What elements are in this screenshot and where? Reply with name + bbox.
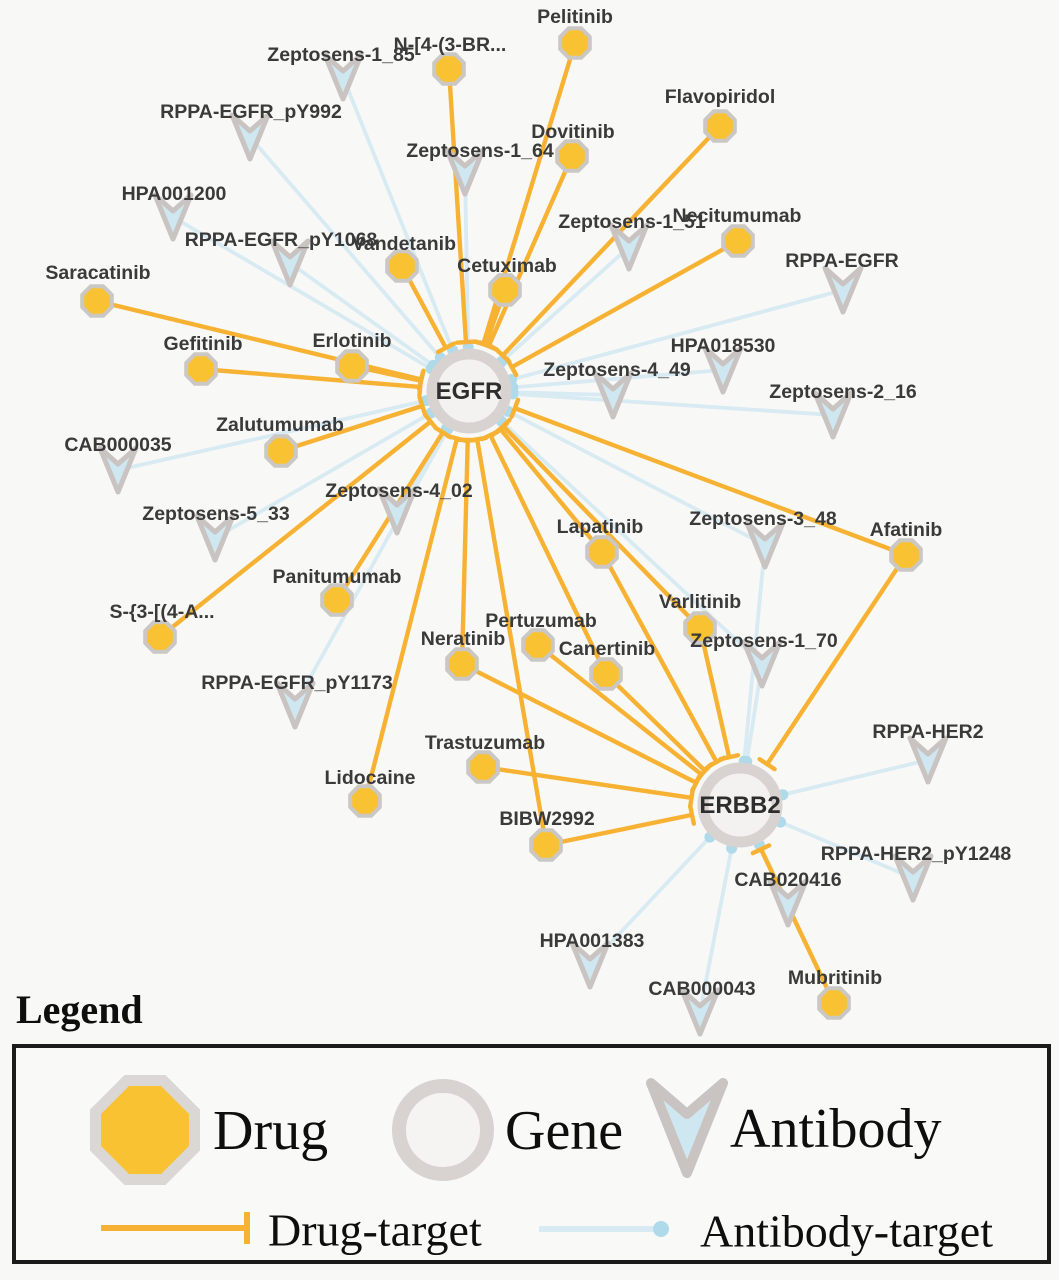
- edge-tee-cap: [720, 755, 738, 759]
- drug-node-trastuzumab[interactable]: [468, 752, 498, 782]
- node-label-rppa_egfr_py992: RPPA-EGFR_pY992: [160, 101, 342, 123]
- node-label-lidocaine: Lidocaine: [324, 767, 416, 789]
- node-label-gefitinib: Gefitinib: [163, 333, 243, 355]
- gene-legend-icon: [389, 1076, 497, 1184]
- node-label-rppa_her2_py1248: RPPA-HER2_pY1248: [820, 843, 1012, 865]
- drug-node-necitumumab[interactable]: [723, 226, 753, 256]
- node-label-afatinib: Afatinib: [869, 519, 943, 541]
- node-label-panitumumab: Panitumumab: [272, 566, 402, 588]
- edge-tee-cap: [419, 372, 423, 390]
- drug-node-flavopiridol[interactable]: [705, 111, 735, 141]
- node-label-mubritinib: Mubritinib: [787, 967, 883, 989]
- node-label-canertinib: Canertinib: [558, 638, 656, 660]
- node-label-hpa001383: HPA001383: [539, 930, 645, 952]
- drug-node-lidocaine[interactable]: [350, 786, 380, 816]
- node-label-pelitinib: Pelitinib: [537, 6, 613, 28]
- node-labels: [45, 6, 1011, 1000]
- edge-drug-target[interactable]: [449, 69, 466, 342]
- node-label-n4_3br: N-[4-(3-BR...: [393, 34, 507, 56]
- gene-legend-label: Gene: [505, 1100, 624, 1162]
- drug-node-gefitinib[interactable]: [186, 354, 216, 384]
- drug-node-bibw2992[interactable]: [531, 830, 561, 860]
- drug-node-canertinib[interactable]: [591, 659, 621, 689]
- antibody-legend-icon: [639, 1073, 735, 1183]
- drug-node-lapatinib[interactable]: [587, 537, 617, 567]
- node-label-necitumumab: Necitumumab: [672, 205, 802, 227]
- drug-node-s3_4a[interactable]: [145, 622, 175, 652]
- drug-node-zalutumumab[interactable]: [266, 436, 296, 466]
- node-label-pertuzumab: Pertuzumab: [485, 610, 597, 632]
- drug-node-saracatinib[interactable]: [82, 286, 112, 316]
- drug-node-pelitinib[interactable]: [560, 28, 590, 58]
- drug-node-erlotinib[interactable]: [337, 351, 367, 381]
- node-label-zeptosens_2_16: Zeptosens-2_16: [769, 381, 917, 403]
- drug-target-legend-label: Drug-target: [268, 1204, 482, 1256]
- antibody-legend-label: Antibody: [730, 1098, 942, 1160]
- drug-node-mubritinib[interactable]: [819, 988, 849, 1018]
- edge-tee-cap: [468, 438, 486, 441]
- node-label-lapatinib: Lapatinib: [556, 516, 644, 538]
- node-label-rppa_egfr_py1173: RPPA-EGFR_pY1173: [201, 672, 393, 694]
- node-label-zeptosens_1_70: Zeptosens-1_70: [690, 630, 838, 652]
- edge-antibody-target[interactable]: [783, 760, 928, 795]
- antibody-node-rppa_her2[interactable]: [910, 738, 946, 782]
- node-label-zeptosens_1_85: Zeptosens-1_85: [267, 44, 415, 66]
- node-label-zeptosens_4_02: Zeptosens-4_02: [325, 480, 473, 502]
- drug-node-neratinib[interactable]: [447, 649, 477, 679]
- drug-legend-label: Drug: [213, 1100, 329, 1162]
- node-label-zeptosens_1_64: Zeptosens-1_64: [406, 140, 554, 162]
- node-label-vandetanib: Vandetanib: [351, 233, 457, 255]
- drug-legend-icon: [86, 1071, 204, 1189]
- drug-node-afatinib[interactable]: [891, 540, 921, 570]
- node-label-hpa001200: HPA001200: [121, 183, 227, 205]
- node-label-zeptosens_4_49: Zeptosens-4_49: [543, 359, 691, 381]
- node-label-rppa_her2: RPPA-HER2: [872, 721, 984, 743]
- legend-title: Legend: [16, 987, 143, 1032]
- antibody-target-legend-line: [535, 1214, 675, 1244]
- node-label-cab020416: CAB020416: [734, 869, 842, 891]
- gene-label-EGFR: EGFR: [435, 378, 503, 405]
- node-label-varlitinib: Varlitinib: [658, 591, 742, 613]
- node-label-s3_4a: S-{3-[(4-A...: [109, 601, 215, 623]
- node-label-zeptosens_3_48: Zeptosens-3_48: [689, 508, 837, 530]
- node-label-zeptosens_5_33: Zeptosens-5_33: [142, 503, 290, 525]
- node-label-cab000043: CAB000043: [648, 978, 756, 1000]
- drug-node-pertuzumab[interactable]: [523, 630, 553, 660]
- node-label-zeptosens_1_51: Zeptosens-1_51: [558, 211, 706, 233]
- edge-drug-target[interactable]: [606, 674, 705, 771]
- node-label-flavopiridol: Flavopiridol: [664, 86, 776, 108]
- node-label-neratinib: Neratinib: [420, 628, 506, 650]
- node-label-cab000035: CAB000035: [64, 434, 172, 456]
- node-label-erlotinib: Erlotinib: [312, 330, 392, 352]
- antibody-node-rppa_egfr[interactable]: [825, 268, 861, 312]
- edge-tee-cap: [457, 342, 475, 343]
- antibody-target-legend-label: Antibody-target: [700, 1205, 993, 1257]
- node-label-saracatinib: Saracatinib: [45, 262, 151, 284]
- node-label-trastuzumab: Trastuzumab: [424, 732, 546, 754]
- edge-tee-cap: [690, 806, 694, 824]
- drug-node-n4_3br[interactable]: [434, 54, 464, 84]
- edge-drug-target[interactable]: [483, 767, 692, 798]
- drug-target-legend-line: [97, 1208, 261, 1248]
- node-label-rppa_egfr_py1068: RPPA-EGFR_pY1068: [184, 229, 378, 251]
- node-label-rppa_egfr: RPPA-EGFR: [785, 250, 899, 272]
- node-label-zalutumumab: Zalutumumab: [216, 414, 344, 436]
- drug-node-panitumumab[interactable]: [322, 585, 352, 615]
- drug-node-dovitinib[interactable]: [557, 141, 587, 171]
- node-label-cetuximab: Cetuximab: [457, 255, 557, 277]
- drug-node-cetuximab[interactable]: [490, 275, 520, 305]
- drug-node-vandetanib[interactable]: [387, 251, 417, 281]
- node-label-bibw2992: BIBW2992: [499, 808, 595, 830]
- gene-label-ERBB2: ERBB2: [699, 792, 781, 819]
- node-label-dovitinib: Dovitinib: [531, 121, 615, 143]
- node-label-hpa018530: HPA018530: [670, 335, 776, 357]
